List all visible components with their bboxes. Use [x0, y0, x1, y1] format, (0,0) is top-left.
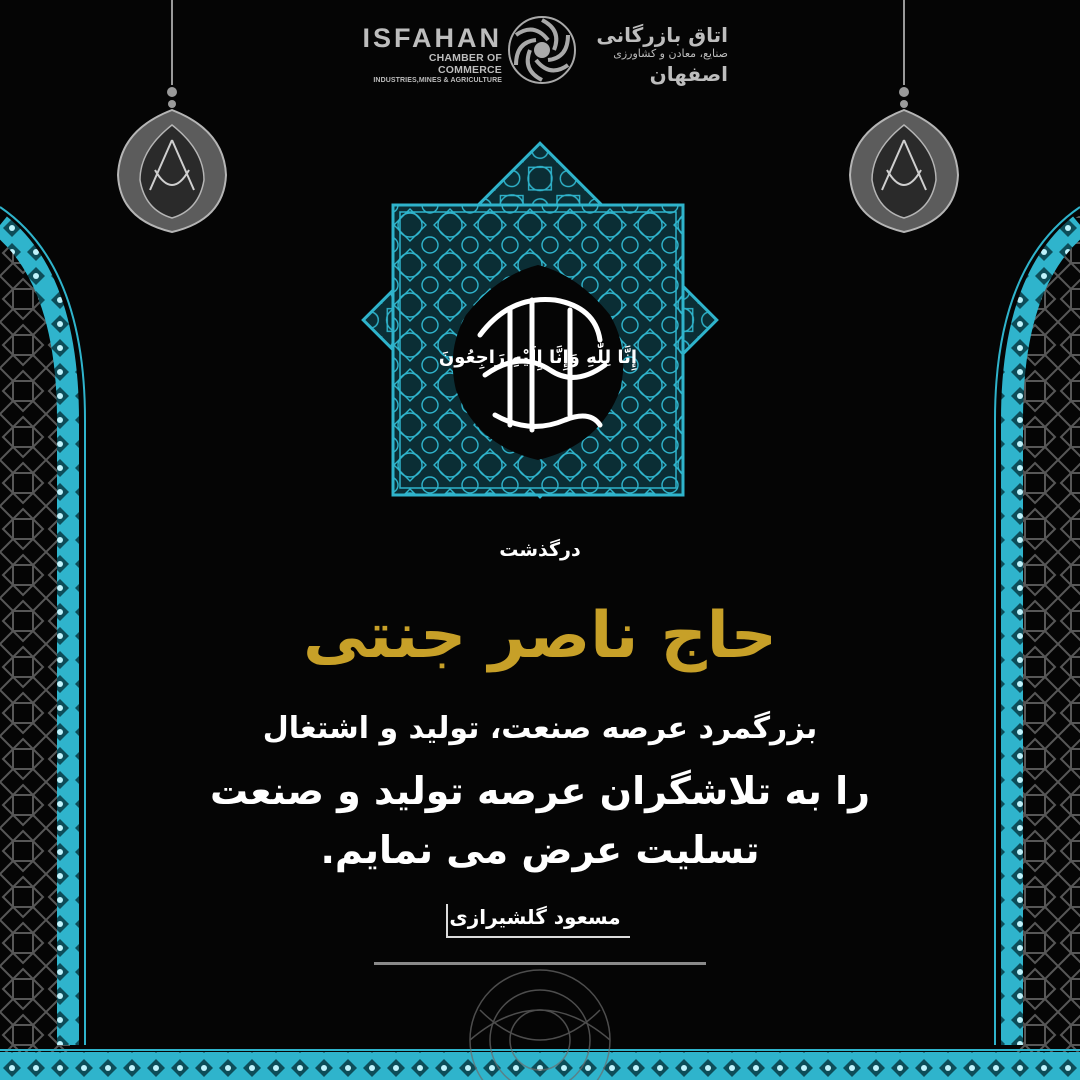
- logo-persian: [583, 24, 728, 86]
- message-line-1: بزرگمرد عرصه صنعت، تولید و اشتغال: [262, 711, 818, 746]
- logo-line3-en: INDUSTRIES,MINES & AGRICULTURE: [373, 77, 502, 84]
- hanging-lantern-right-icon: [842, 0, 972, 240]
- calligraphy-text: إِنَّا لِلّٰهِ وَإِنَّا إِلَيْهِ رَاجِعُونَ: [438, 347, 638, 368]
- logo-line2-fa: صنایع، معادن و کشاورزی: [613, 47, 728, 60]
- deceased-name: حاج ناصر جنتی: [303, 599, 777, 673]
- message-line-2: را به تلاشگران عرصه تولید و صنعت: [210, 769, 870, 813]
- message-line-3: تسلیت عرض می نمایم.: [320, 828, 760, 872]
- heading-deceased: درگذشت: [499, 539, 581, 561]
- logo-name-en: ISFAHAN: [362, 23, 502, 53]
- divider-line: [374, 962, 706, 965]
- rosette-logo-icon: [505, 13, 579, 87]
- signature-name: مسعود گلشیرازی: [449, 905, 621, 929]
- logo-line1-fa: اتاق بازرگانی: [596, 23, 728, 47]
- logo-english: [362, 24, 502, 86]
- logo-line2-en: CHAMBER OF COMMERCE: [428, 52, 502, 76]
- logo-line3-fa: اصفهان: [649, 62, 728, 86]
- calligraphy-emblem: [310, 125, 770, 515]
- hanging-lantern-left-icon: [110, 0, 240, 240]
